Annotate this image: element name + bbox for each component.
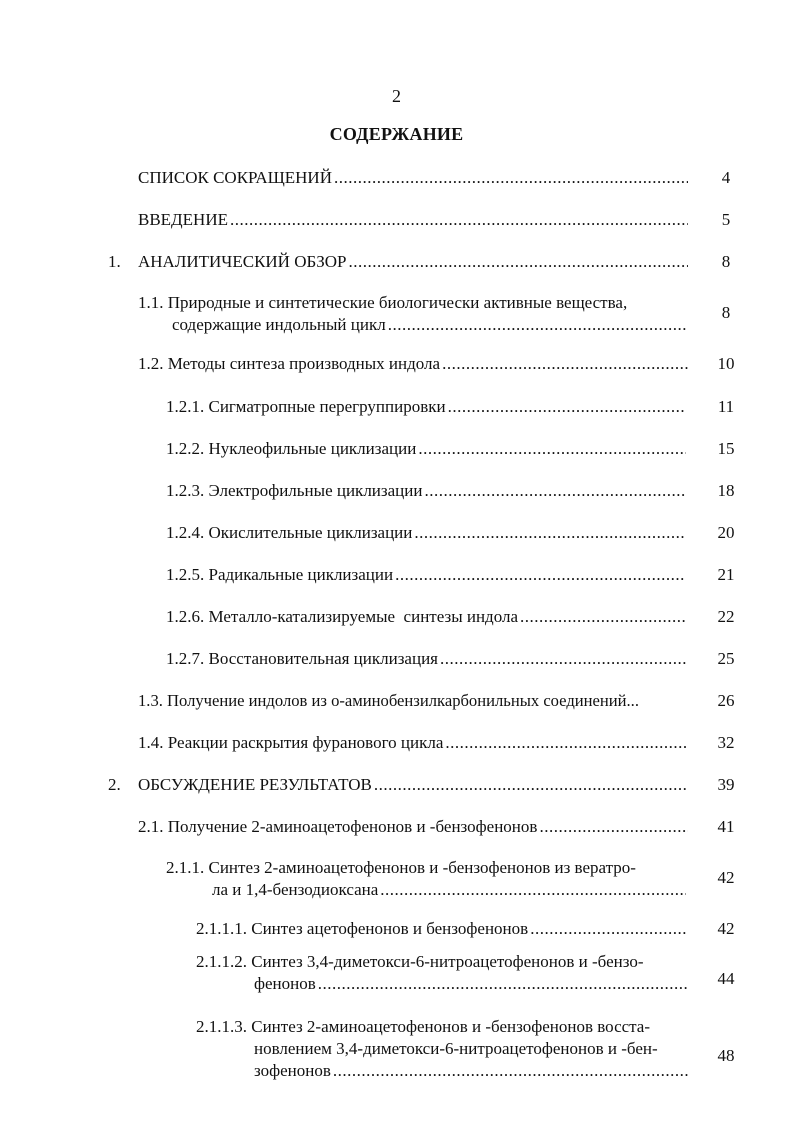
toc-entry-label: 1.2.4. Окислительные циклизации [166, 523, 413, 542]
leader-dots [520, 606, 686, 628]
toc-entry-label-line: ла и 1,4-бензодиоксана [212, 880, 379, 899]
toc-entry-2-1-1-3[interactable] [196, 1016, 688, 1082]
toc-entry-1-1[interactable] [138, 292, 688, 336]
page-title: СОДЕРЖАНИЕ [329, 124, 464, 144]
toc-entry-1-2-5[interactable] [166, 564, 686, 586]
toc-entry-introduction[interactable] [138, 209, 688, 231]
leader-dots [442, 353, 688, 375]
toc-entry-label: ОБСУЖДЕНИЕ РЕЗУЛЬТАТОВ [138, 775, 372, 794]
leader-dots [318, 973, 688, 995]
leader-dots [349, 251, 689, 273]
toc-page-number: 4 [721, 168, 731, 187]
toc-page-number: 8 [721, 252, 731, 271]
toc-entry-1-2-4[interactable] [166, 522, 686, 544]
leader-dots [445, 732, 688, 754]
toc-entry-label: 1.2.1. Сигматропные перегруппировки [166, 397, 446, 416]
leader-dots [530, 918, 686, 940]
toc-entry-label-line: новлением 3,4-диметокси-6-нитроацетофенонов и -бен- [254, 1039, 658, 1058]
toc-entry-label-line: 2.1.1.2. Синтез 3,4-диметокси-6-нитроацетофенонов и -бензо- [196, 952, 644, 971]
toc-page-number: 22 [717, 607, 735, 626]
leader-dots [380, 879, 686, 901]
toc-entry-1-2[interactable] [138, 353, 688, 375]
toc-entry-1-4[interactable] [138, 732, 688, 754]
toc-entry-1-2-7[interactable] [166, 648, 686, 670]
leader-dots [374, 774, 688, 796]
toc-entry-label: 1.3. Получение индолов из о-аминобензилкарбонильных соединений... [138, 691, 639, 710]
toc-entry-label: ВВЕДЕНИЕ [138, 210, 228, 229]
leader-dots [440, 648, 686, 670]
toc-entry-abbreviations[interactable] [138, 167, 688, 189]
toc-entry-label: 1.2.6. Металло-катализируемые синтезы индола [166, 607, 519, 626]
toc-entry-2-1-1[interactable] [166, 857, 686, 901]
toc-entry-label: 1.2.5. Радикальные циклизации [166, 565, 394, 584]
toc-page-number: 25 [717, 649, 735, 668]
toc-page-number: 15 [717, 439, 735, 458]
section-number: 1. [108, 252, 121, 271]
leader-dots [334, 167, 688, 189]
toc-entry-label: АНАЛИТИЧЕСКИЙ ОБЗОР [138, 252, 347, 271]
toc-page-number: 5 [721, 210, 731, 229]
toc-entry-label: 1.2.7. Восстановительная циклизация [166, 649, 438, 668]
toc-page-number: 32 [717, 733, 735, 752]
toc-entry-label: 1.2.2. Нуклеофильные циклизации [166, 439, 417, 458]
toc-entry-label: СПИСОК СОКРАЩЕНИЙ [138, 168, 332, 187]
toc-entry-1-2-2[interactable] [166, 438, 686, 460]
toc-entry-results-discussion[interactable] [138, 774, 688, 796]
toc-entry-1-2-6[interactable] [166, 606, 686, 628]
leader-dots [388, 314, 688, 336]
toc-entry-label-line: зофенонов [254, 1061, 331, 1080]
toc-page-number: 26 [717, 691, 735, 710]
toc-entry-2-1-1-2[interactable] [196, 951, 688, 995]
toc-entry-label: 2.1.1.1. Синтез ацетофенонов и бензофенонов [196, 919, 529, 938]
toc-page-number: 44 [717, 969, 735, 988]
toc-page-number: 20 [717, 523, 735, 542]
toc-entry-1-3[interactable] [138, 690, 690, 712]
toc-entry-label-line: содержащие индольный цикл [172, 315, 386, 334]
toc-entry-2-1[interactable] [138, 816, 688, 838]
section-number: 2. [108, 775, 121, 794]
toc-entry-2-1-1-1[interactable] [196, 918, 686, 940]
toc-entry-label-line: фенонов [254, 974, 316, 993]
leader-dots [539, 816, 688, 838]
toc-page-number: 41 [717, 817, 735, 836]
leader-dots [395, 564, 686, 586]
toc-page-number: 42 [717, 919, 735, 938]
toc-page-number: 10 [717, 354, 735, 373]
toc-entry-label: 1.2. Методы синтеза производных индола [138, 354, 441, 373]
toc-page-number: 8 [721, 303, 731, 322]
toc-entry-analytical-review[interactable] [138, 251, 688, 273]
toc-entry-label-line: 1.1. Природные и синтетические биологически активные вещества, [138, 293, 628, 312]
leader-dots [424, 480, 686, 502]
toc-entry-label-line: 2.1.1. Синтез 2-аминоацетофенонов и -бензофенонов из вератро- [166, 858, 636, 877]
page-number: 2 [392, 86, 401, 106]
toc-entry-1-2-3[interactable] [166, 480, 686, 502]
toc-page-number: 42 [717, 868, 735, 887]
toc-page-number: 39 [717, 775, 735, 794]
leader-dots [418, 438, 686, 460]
leader-dots [333, 1060, 688, 1082]
toc-entry-label-line: 2.1.1.3. Синтез 2-аминоацетофенонов и -бензофенонов восста- [196, 1017, 651, 1036]
toc-page-number: 18 [717, 481, 735, 500]
leader-dots [448, 396, 686, 418]
toc-page-number: 11 [717, 397, 735, 416]
leader-dots [414, 522, 686, 544]
toc-entry-label: 2.1. Получение 2-аминоацетофенонов и -бензофенонов [138, 817, 538, 836]
toc-entry-1-2-1[interactable] [166, 396, 686, 418]
toc-entry-label: 1.2.3. Электрофильные циклизации [166, 481, 423, 500]
toc-entry-label: 1.4. Реакции раскрытия фуранового цикла [138, 733, 444, 752]
toc-page-number: 21 [717, 565, 735, 584]
leader-dots [230, 209, 688, 231]
toc-page-number: 48 [717, 1046, 735, 1065]
